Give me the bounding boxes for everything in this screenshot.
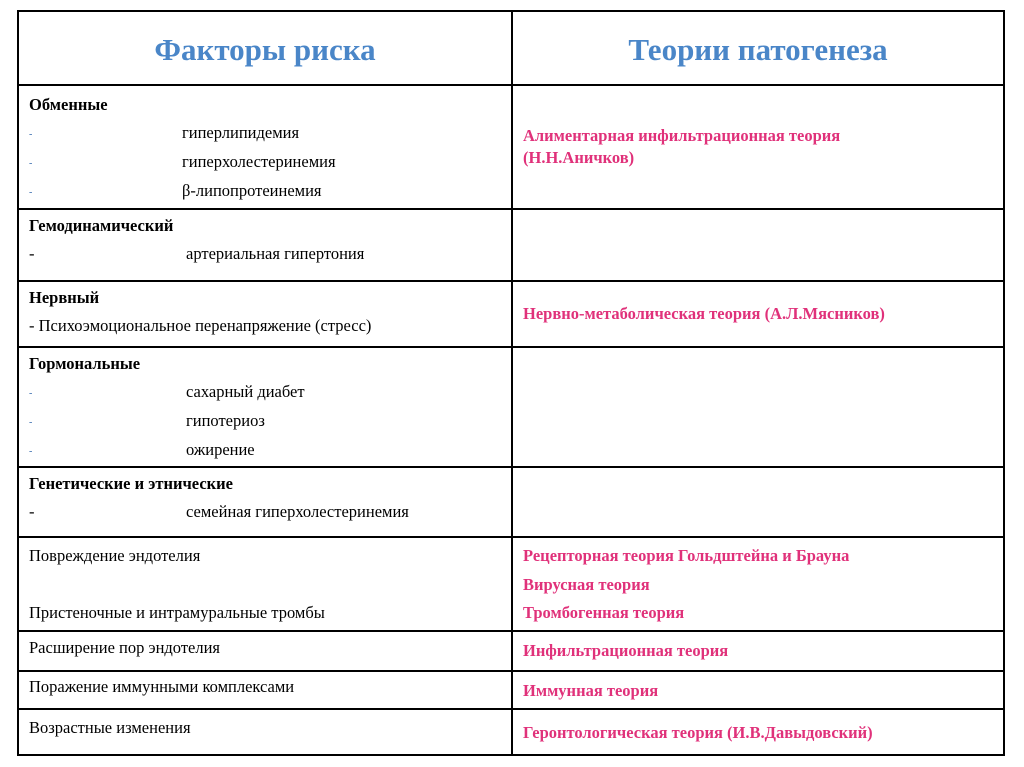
risk-cell xyxy=(19,282,513,346)
theory-text: (Н.Н.Аничков) xyxy=(523,148,635,167)
theory-cell xyxy=(513,86,1003,208)
header-risk-factors: Факторы риска xyxy=(154,32,376,67)
list-item: гиперхолестеринемия xyxy=(182,152,336,171)
risk-text: Возрастные изменения xyxy=(29,718,191,737)
theory-text: Тромбогенная теория xyxy=(523,603,685,622)
risk-cell xyxy=(19,210,513,280)
list-marker: - xyxy=(29,158,33,169)
theory-cell xyxy=(513,468,1003,536)
risk-cell xyxy=(19,468,513,536)
row-title: Генетические и этнические xyxy=(29,474,233,493)
risk-text: Поражение иммунными комплексами xyxy=(29,677,295,696)
theory-cell xyxy=(513,710,1003,756)
list-item: сахарный диабет xyxy=(186,382,305,401)
list-item: - Психоэмоциональное перенапряжение (стресс) xyxy=(29,316,372,335)
theory-text: Инфильтрационная теория xyxy=(523,641,729,660)
table-row xyxy=(19,468,1003,538)
theory-text: Рецепторная теория Гольдштейна и Брауна xyxy=(523,546,850,565)
table-row xyxy=(19,86,1003,210)
list-marker: - xyxy=(29,187,33,198)
list-item: β-липопротеинемия xyxy=(182,181,322,200)
table-row xyxy=(19,710,1003,756)
risk-factors-table xyxy=(17,10,1005,756)
table-row xyxy=(19,210,1003,282)
row-title: Гормональные xyxy=(29,354,141,373)
header-cell-risk-factors xyxy=(19,12,513,84)
theory-cell xyxy=(513,348,1003,466)
risk-text: Расширение пор эндотелия xyxy=(29,638,221,657)
table-row xyxy=(19,672,1003,710)
risk-cell xyxy=(19,632,513,670)
risk-cell xyxy=(19,86,513,208)
row-title: Гемодинамический xyxy=(29,216,174,235)
table-row xyxy=(19,538,1003,632)
theory-text: Вирусная теория xyxy=(523,575,650,594)
theory-cell xyxy=(513,632,1003,670)
row-title: Обменные xyxy=(29,95,108,114)
list-dash: - xyxy=(29,502,35,521)
list-item: артериальная гипертония xyxy=(186,244,365,263)
list-item: гиперлипидемия xyxy=(182,123,300,142)
table-row xyxy=(19,282,1003,348)
risk-text: Повреждение эндотелия xyxy=(29,546,201,565)
list-marker: - xyxy=(29,388,33,399)
theory-cell xyxy=(513,538,1003,630)
header-cell-theories xyxy=(513,12,1003,84)
risk-text: Пристеночные и интрамуральные тромбы xyxy=(29,603,325,622)
theory-cell xyxy=(513,210,1003,280)
header-pathogenesis-theories: Теории патогенеза xyxy=(628,32,888,67)
risk-cell xyxy=(19,710,513,756)
theory-cell xyxy=(513,672,1003,708)
theory-text: Алиментарная инфильтрационная теория xyxy=(523,126,841,145)
list-marker: - xyxy=(29,417,33,428)
theory-text: Нервно-метаболическая теория (А.Л.Мясников) xyxy=(523,304,885,323)
theory-cell xyxy=(513,282,1003,346)
table-header-row xyxy=(19,12,1003,86)
list-dash: - xyxy=(29,244,35,263)
risk-cell xyxy=(19,538,513,630)
list-item: гипотериоз xyxy=(186,411,265,430)
theory-text: Иммунная теория xyxy=(523,681,659,700)
list-item: семейная гиперхолестеринемия xyxy=(186,502,409,521)
row-title: Нервный xyxy=(29,288,100,307)
list-item: ожирение xyxy=(186,440,255,459)
table-row xyxy=(19,348,1003,468)
risk-cell xyxy=(19,348,513,466)
list-marker: - xyxy=(29,446,33,457)
list-marker: - xyxy=(29,129,33,140)
risk-cell xyxy=(19,672,513,708)
table-row xyxy=(19,632,1003,672)
theory-text: Геронтологическая теория (И.В.Давыдовский) xyxy=(523,723,873,742)
